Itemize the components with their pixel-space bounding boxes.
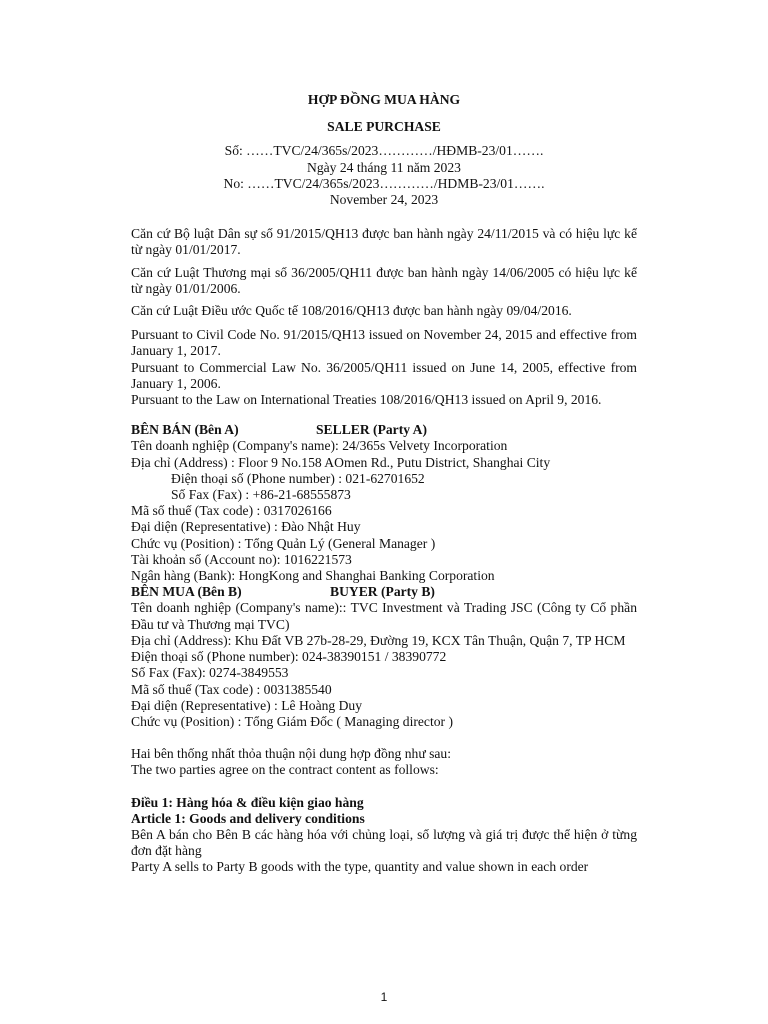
article-1-text-vi: Bên A bán cho Bên B các hàng hóa với chủng loại, số lượng và giá trị được thể hiện ở từng đơn đặt hàng (131, 826, 637, 859)
seller-representative: Đại diện (Representative) : Đào Nhật Huy (131, 519, 361, 535)
article-1-title-en: Article 1: Goods and delivery conditions (131, 810, 365, 826)
contract-date-vi: Ngày 24 tháng 11 năm 2023 (307, 159, 461, 175)
seller-label-en: SELLER (Party A) (316, 422, 428, 438)
contract-date-en: November 24, 2023 (329, 192, 439, 208)
contract-body (131, 92, 637, 876)
buyer-tax-code: Mã số thuế (Tax code) : 0031385540 (131, 681, 332, 697)
buyer-company: Tên doanh nghiệp (Company's name):: TVC Investment và Trading JSC (Công ty Cổ phần Đầu tư và Thương mại TVC) (131, 600, 637, 632)
basis-treaty-law-vi: Căn cứ Luật Điều ước Quốc tế 108/2016/QH13 được ban hành ngày 09/04/2016. (131, 303, 572, 319)
buyer-address: Địa chỉ (Address): Khu Đất VB 27b-28-29, Đường 19, KCX Tân Thuận, Quận 7, TP HCM (131, 632, 626, 648)
buyer-position: Chức vụ (Position) : Tổng Giám Đốc ( Managing director ) (131, 713, 453, 729)
seller-address: Địa chỉ (Address) : Floor 9 No.158 AOmen Rd., Putu District, Shanghai City (131, 454, 551, 470)
contract-number-vi: Số: ……TVC/24/365s/2023…………/HĐMB-23/01……. (224, 143, 544, 159)
seller-tax-code: Mã số thuế (Tax code) : 0317026166 (131, 503, 332, 519)
seller-account: Tài khoản số (Account no): 1016221573 (131, 551, 352, 567)
article-1-title-vi: Điều 1: Hàng hóa & điều kiện giao hàng (131, 794, 364, 810)
basis-civil-code-en: Pursuant to Civil Code No. 91/2015/QH13 issued on November 24, 2015 and effective from January 1, 2017. (131, 327, 637, 359)
buyer-label-en: BUYER (Party B) (330, 584, 435, 600)
basis-civil-code-vi: Căn cứ Bộ luật Dân sự số 91/2015/QH13 được ban hành ngày 24/11/2015 và có hiệu lực kể từ ngày 01/01/2017. (131, 226, 637, 258)
buyer-phone: Điện thoại số (Phone number): 024-38390151 / 38390772 (131, 649, 447, 665)
seller-company: Tên doanh nghiệp (Company's name): 24/365s Velvety Incorporation (131, 438, 508, 454)
buyer-fax: Số Fax (Fax): 0274-3849553 (131, 665, 289, 681)
buyer-representative: Đại diện (Representative) : Lê Hoàng Duy (131, 697, 363, 713)
buyer-heading (131, 584, 637, 600)
seller-heading (131, 422, 637, 438)
seller-position: Chức vụ (Position) : Tổng Quản Lý (General Manager ) (131, 535, 436, 551)
seller-label-vi: BÊN BÁN (Bên A) (131, 422, 239, 438)
basis-commercial-law-en: Pursuant to Commercial Law No. 36/2005/QH11 issued on June 14, 2005, effective from January 1, 2006. (131, 359, 637, 391)
seller-bank: Ngân hàng (Bank): HongKong and Shanghai Banking Corporation (131, 568, 495, 584)
seller-fax: Số Fax (Fax) : +86-21-68555873 (171, 487, 351, 503)
title-vietnamese: HỢP ĐỒNG MUA HÀNG (307, 92, 461, 107)
buyer-label-vi: BÊN MUA (Bên B) (131, 584, 242, 600)
contract-number-en: No: ……TVC/24/365s/2023…………/HDMB-23/01……. (223, 175, 545, 191)
agreement-vi: Hai bên thống nhất thỏa thuận nội dung hợp đồng như sau: (131, 746, 451, 762)
page-number: 1 (380, 990, 388, 1004)
title-english: SALE PURCHASE (327, 119, 441, 135)
agreement-en: The two parties agree on the contract content as follows: (131, 762, 439, 778)
basis-commercial-law-vi: Căn cứ Luật Thương mại số 36/2005/QH11 được ban hành ngày 14/06/2005 có hiệu lực kể từ ngày 01/01/2006. (131, 264, 637, 296)
basis-treaty-law-en: Pursuant to the Law on International Treaties 108/2016/QH13 issued on April 9, 2016. (131, 392, 602, 408)
seller-phone: Điện thoại số (Phone number) : 021-62701652 (171, 470, 425, 486)
article-1-text-en: Party A sells to Party B goods with the type, quantity and value shown in each order (131, 859, 589, 875)
